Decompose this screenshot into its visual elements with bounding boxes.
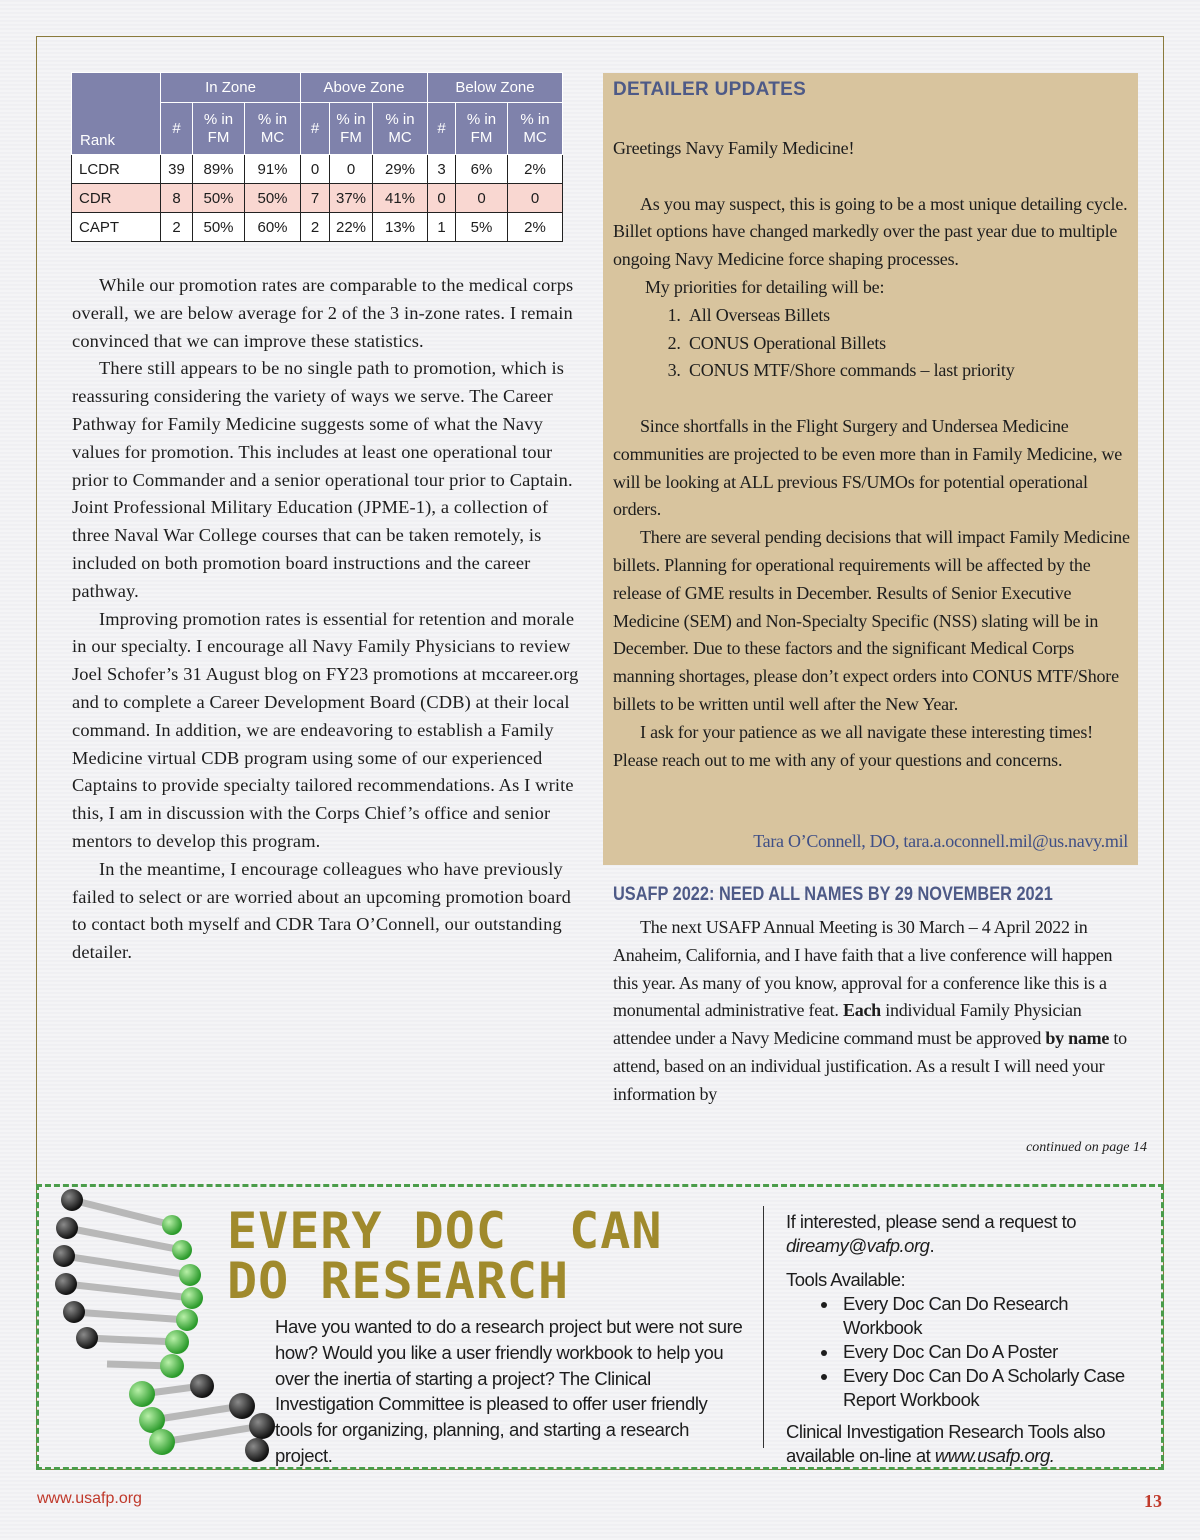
rank-cell: CAPT bbox=[72, 213, 161, 242]
table-cell: 2 bbox=[161, 213, 193, 242]
online-link[interactable]: www.usafp.org. bbox=[934, 1445, 1055, 1466]
tools-list bbox=[786, 1292, 1146, 1412]
table-cell: 22% bbox=[330, 213, 373, 242]
usafp-heading: USAFP 2022: NEED ALL NAMES BY 29 NOVEMBER 2021 bbox=[613, 884, 1053, 905]
greeting: Greetings Navy Family Medicine! bbox=[613, 138, 855, 158]
below-zone-header: Below Zone bbox=[428, 73, 563, 103]
table-cell: 8 bbox=[161, 184, 193, 213]
table-cell: 0 bbox=[330, 155, 373, 184]
table-cell: 29% bbox=[373, 155, 428, 184]
priority-item: 3. CONUS MTF/Shore commands – last priority bbox=[685, 357, 1133, 385]
table-cell: 2 bbox=[301, 213, 330, 242]
table-cell: 50% bbox=[193, 184, 245, 213]
table-cell: 91% bbox=[245, 155, 301, 184]
table-cell: 2% bbox=[508, 155, 563, 184]
paragraph: As you may suspect, this is going to be a most unique detailing cycle. Billet options have changed markedly over the past year due to multiple ongoing Navy Medicine force shaping processes. bbox=[613, 193, 1128, 270]
research-description: Have you wanted to do a research project but were not sure how? Would you like a user friendly workbook to help you over the inertia of starting a project? The Clinical Investigation Committee is pleased to offer user friendly tools for organizing, planning, and starting a research project. bbox=[275, 1316, 743, 1466]
bold-text: by name bbox=[1045, 1028, 1110, 1049]
paragraph: Since shortfalls in the Flight Surgery and Undersea Medicine communities are projected to be even more than in Family Medicine, we will be looking at ALL previous FS/UMOs for potential operational orders. bbox=[613, 415, 1123, 520]
table-row bbox=[72, 184, 563, 213]
count-header: # bbox=[161, 103, 193, 155]
priorities-list bbox=[613, 302, 1133, 385]
priority-item: 1. All Overseas Billets bbox=[685, 302, 1133, 330]
paragraph: There still appears to be no single path to promotion, which is reassuring considering the variety of ways we serve. The Career Pathway for Family Medicine suggests some of what the Navy values for promotion. This includes at least one operational tour prior to Commander and a senior operational tour prior to Captain. Joint Professional Military Education (JPME-1), a collection of three Naval War College courses that can be taken remotely, is included on both promotion board instructions and the career pathway. bbox=[72, 358, 573, 601]
pct-fm-header: % in FM bbox=[193, 103, 245, 155]
paragraph: In the meantime, I encourage colleagues who have previously failed to select or are worried about an upcoming promotion board to contact both myself and CDR Tara O’Connell, our outstanding detailer. bbox=[72, 858, 571, 963]
paragraph bbox=[613, 914, 1138, 1109]
continued-note: continued on page 14 bbox=[1026, 1140, 1147, 1155]
detailer-signature: Tara O’Connell, DO, tara.a.oconnell.mil@us.navy.mil bbox=[753, 831, 1128, 851]
priority-item: 2. CONUS Operational Billets bbox=[685, 330, 1133, 358]
tools-label: Tools Available: bbox=[786, 1269, 906, 1290]
paragraph: While our promotion rates are comparable to the medical corps overall, we are below average for 2 of the 3 in-zone rates. I remain convinced that we can improve these statistics. bbox=[72, 275, 574, 351]
research-title-line: DO RESEARCH bbox=[227, 1252, 570, 1310]
divider bbox=[763, 1206, 764, 1448]
pct-mc-header: % in MC bbox=[508, 103, 563, 155]
request-text: If interested, please send a request to bbox=[786, 1211, 1077, 1232]
tool-item: • Every Doc Can Do A Scholarly Case Report Workbook bbox=[839, 1364, 1146, 1412]
table-cell: 0 bbox=[456, 184, 508, 213]
table-cell: 60% bbox=[245, 213, 301, 242]
pct-fm-header: % in FM bbox=[456, 103, 508, 155]
spacer bbox=[613, 385, 1133, 413]
email-line: direamy@vafp.org. bbox=[786, 1235, 935, 1256]
online-text bbox=[786, 1420, 1146, 1468]
table-cell: 13% bbox=[373, 213, 428, 242]
table-cell: 0 bbox=[508, 184, 563, 213]
count-header: # bbox=[428, 103, 456, 155]
table-cell: 41% bbox=[373, 184, 428, 213]
text-run: individual Family Physician attendee under a Navy Medicine command must be approved bbox=[613, 1000, 1082, 1049]
table-cell: 7 bbox=[301, 184, 330, 213]
text-run: The next USAFP Annual Meeting is 30 March – 4 April 2022 in Anaheim, California, and I have faith that a live conference will happen this year. As many of you know, approval for a conference like this is a monumental administrative feat. bbox=[613, 917, 1113, 1021]
research-title bbox=[227, 1202, 663, 1310]
table-cell: 89% bbox=[193, 155, 245, 184]
pct-mc-header: % in MC bbox=[373, 103, 428, 155]
detailer-title: DETAILER UPDATES bbox=[613, 79, 807, 100]
paragraph: There are several pending decisions that will impact Family Medicine billets. Planning for operational requirements will be affected by the release of GME results in December. Results of Senior Executive Medicine (SEM) and Non-Specialty Specific (NSS) slating will be in December. Due to these factors and the significant Medical Corps manning shortages, please don’t expect orders into CONUS MTF/Shore billets to be written until well after the New Year. bbox=[613, 527, 1130, 714]
in-zone-header: In Zone bbox=[161, 73, 301, 103]
table-cell: 37% bbox=[330, 184, 373, 213]
table-cell: 3 bbox=[428, 155, 456, 184]
table-cell: 6% bbox=[456, 155, 508, 184]
promotion-table bbox=[71, 72, 563, 242]
rank-cell: LCDR bbox=[72, 155, 161, 184]
paragraph: I ask for your patience as we all navigate these interesting times! Please reach out to me with any of your questions and concerns. bbox=[613, 721, 1093, 770]
paragraph: Improving promotion rates is essential for retention and morale in our specialty. I encourage all Navy Family Physicians to review Joel Schofer’s 31 August blog on FY23 promotions at mccareer.org and to complete a Career Development Board (CDB) at their local command. In addition, we are endeavoring to establish a Family Medicine virtual CDB program using some of our experienced Captains to provide specialty tailored recommendations. As I write this, I am in discussion with the Corps Chief’s office and senior mentors to develop this program. bbox=[72, 608, 579, 851]
research-info bbox=[786, 1210, 1146, 1468]
table-cell: 0 bbox=[428, 184, 456, 213]
above-zone-header: Above Zone bbox=[301, 73, 428, 103]
tool-item: • Every Doc Can Do Research Workbook bbox=[839, 1292, 1146, 1340]
text-run: to attend, based on an individual justification. As a result I will need your information by bbox=[613, 1028, 1127, 1104]
page-number: 13 bbox=[1144, 1491, 1162, 1511]
bold-text: Each bbox=[842, 1000, 881, 1021]
table-cell: 0 bbox=[301, 155, 330, 184]
research-title-line: EVERY DOC CAN bbox=[227, 1202, 663, 1260]
usafp-body bbox=[613, 914, 1138, 1109]
promotion-table-body bbox=[72, 155, 563, 242]
table-cell: 50% bbox=[245, 184, 301, 213]
left-column bbox=[72, 272, 588, 967]
rank-header: Rank bbox=[72, 73, 161, 155]
table-cell: 5% bbox=[456, 213, 508, 242]
priorities-intro: My priorities for detailing will be: bbox=[645, 276, 885, 297]
tool-item: • Every Doc Can Do A Poster bbox=[839, 1340, 1146, 1364]
detailer-updates-box bbox=[603, 73, 1138, 865]
table-row bbox=[72, 213, 563, 242]
detailer-body bbox=[613, 135, 1133, 774]
email-link[interactable]: direamy@vafp.org bbox=[786, 1235, 930, 1256]
table-cell: 1 bbox=[428, 213, 456, 242]
footer-url[interactable]: www.usafp.org bbox=[37, 1490, 142, 1507]
rank-cell: CDR bbox=[72, 184, 161, 213]
table-cell: 2% bbox=[508, 213, 563, 242]
count-header: # bbox=[301, 103, 330, 155]
pct-fm-header: % in FM bbox=[330, 103, 373, 155]
text-run: Clinical Investigation Research Tools also available on-line at bbox=[786, 1421, 1106, 1466]
table-cell: 50% bbox=[193, 213, 245, 242]
pct-mc-header: % in MC bbox=[245, 103, 301, 155]
spacer bbox=[613, 163, 1133, 191]
table-cell: 39 bbox=[161, 155, 193, 184]
table-row bbox=[72, 155, 563, 184]
